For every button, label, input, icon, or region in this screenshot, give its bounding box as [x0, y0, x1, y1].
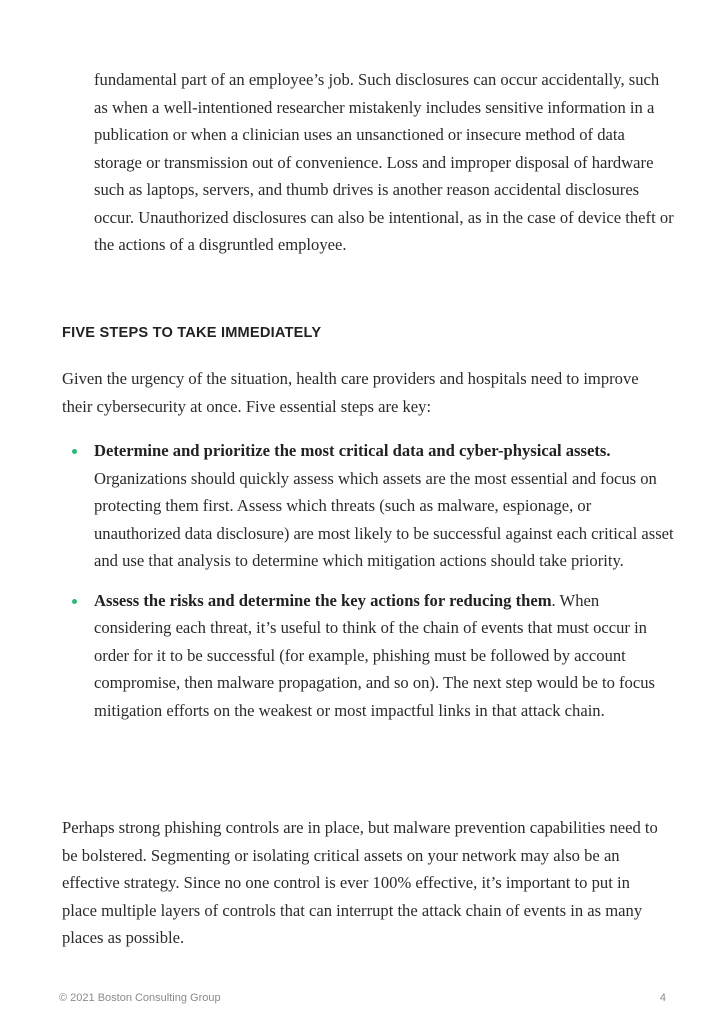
- bullet-lead: Assess the risks and determine the key actions for reducing them: [94, 590, 552, 610]
- page-number: 4: [659, 992, 666, 1004]
- section-intro: Given the urgency of the situation, health care providers and hospitals need to improve their cybersecurity at once. Five essential steps are key:: [62, 369, 639, 416]
- bullet-dot-icon: [72, 449, 77, 454]
- section-heading: FIVE STEPS TO TAKE IMMEDIATELY: [62, 325, 322, 341]
- continued-paragraph: fundamental part of an employee’s job. Such disclosures can occur accidentally, such as when a well-intentioned researcher mistakenly includes sensitive information in a publication or when a clinician uses an unsanctioned or insecure method of data storage or transmission out of convenience. Loss and improper disposal of hardware such as laptops, servers, and thumb drives is another reason accidental disclosures occur. Unauthorized disclosures can also be intentional, as in the case of device theft or the actions of a disgruntled employee.: [94, 70, 674, 254]
- bullet-lead: Determine and prioritize the most critical data and cyber-physical assets.: [94, 441, 611, 460]
- bullet-dot-icon: [72, 599, 77, 604]
- closing-paragraph: Perhaps strong phishing controls are in place, but malware prevention capabilities need to be bolstered. Segmenting or isolating critical assets on your network may also be an effective strategy. Since no one control is ever 100% effective, it’s important to put in place multiple layers of controls that can interrupt the attack chain of events in as many places as possible.: [62, 818, 658, 947]
- bullet-body: Organizations should quickly assess which assets are the most essential and focus on protecting them first. Assess which threats (such as malware, espionage, or unauthorized data disclosure) are most likely to be successful against each critical asset and use that analysis to determine which mitigation actions should take priority.: [94, 468, 674, 570]
- list-item: [62, 587, 674, 725]
- footer-copyright: © 2021 Boston Consulting Group: [59, 992, 221, 1004]
- list-item: [62, 437, 674, 575]
- bullet-body: . When considering each threat, it’s useful to think of the chain of events that must occur in order for it to be successful (for example, phishing must be followed by account compromise, then malware propagation, and so on). The next step would be to focus mitigation efforts on the weakest or most impactful links in that attack chain.: [94, 590, 655, 720]
- steps-list: [62, 437, 674, 736]
